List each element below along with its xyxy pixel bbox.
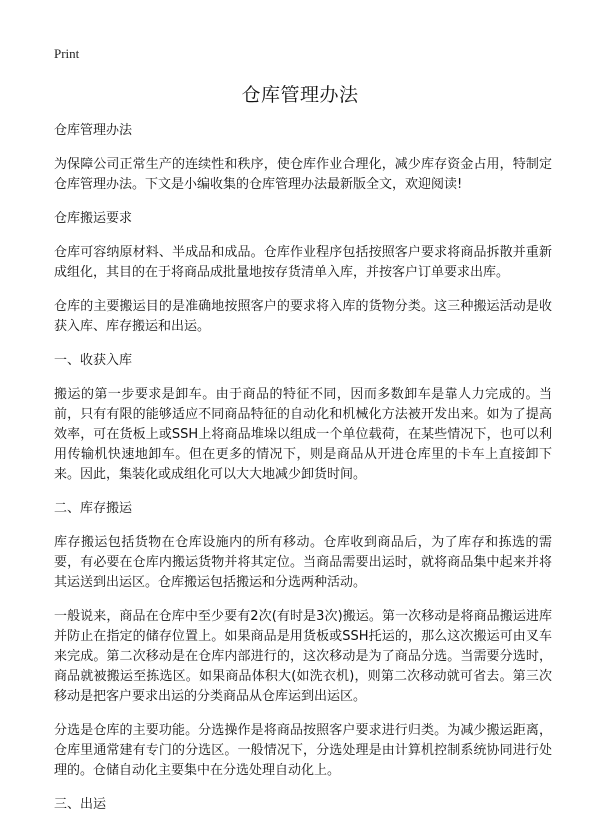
section-heading-1: 一、收获入库	[54, 353, 133, 368]
section-2-paragraph-3: 分选是仓库的主要功能。分选操作是将商品按照客户要求进行归类。为减少搬运距离，仓库里通常建有专门的分选区。一般情况下，分选处理是由计算机控制系统协同进行处理的。仓储自动化主要集中在分选处理自动化上。	[54, 723, 552, 778]
requirements-paragraph-2: 仓库的主要搬运目的是准确地按照客户的要求将入库的货物分类。这三种搬运活动是收获入库、库存搬运和出运。	[54, 299, 552, 334]
document-subtitle: 仓库管理办法	[54, 123, 133, 138]
intro-paragraph: 为保障公司正常生产的连续性和秩序，使仓库作业合理化，减少库存资金占用，特制定仓库管理办法。下文是小编收集的仓库管理办法最新版全文，欢迎阅读!	[54, 157, 552, 192]
section-2-paragraph-2: 一般说来，商品在仓库中至少要有2次(有时是3次)搬运。第一次移动是将商品搬运进库并防止在指定的储存位置上。如果商品是用货板或SSH托运的，那么这次搬运可由叉车来完成。第二次移动是在仓库内部进行的，这次移动是为了商品分选。当需要分选时，商品就被搬运至拣选区。如果商品体积大(如洗衣机)，则第二次移动就可省去。第三次移动是把客户要求出运的分类商品从仓库运到出运区。	[54, 609, 552, 704]
section-heading-3: 三、出运	[54, 797, 107, 812]
requirements-paragraph-1: 仓库可容纳原材料、半成品和成品。仓库作业程序包括按照客户要求将商品拆散并重新成组化，其目的在于将商品成批量地按存货清单入库，并按客户订单要求出库。	[54, 245, 552, 280]
print-link[interactable]: Print	[54, 46, 80, 61]
section-heading-requirements: 仓库搬运要求	[54, 211, 133, 226]
section-2-paragraph-1: 库存搬运包括货物在仓库设施内的所有移动。仓库收到商品后，为了库存和拣选的需要，有必要在仓库内搬运货物并将其定位。当商品需要出运时，就将商品集中起来并将其运送到出运区。仓库搬运包括搬运和分选两种活动。	[54, 535, 552, 590]
document-body	[54, 121, 552, 815]
document-title: 仓库管理办法	[241, 84, 359, 106]
section-1-paragraph: 搬运的第一步要求是卸车。由于商品的特征不同，因而多数卸车是靠人力完成的。当前，只有有限的能够适应不同商品特征的自动化和机械化方法被开发出来。如为了提高效率，可在货板上或SSH上将商品堆垛以组成一个单位载荷，在某些情况下，也可以利用传输机快速地卸车。但在更多的情况下，则是商品从开进仓库里的卡车上直接卸下来。因此，集装化或成组化可以大大地减少卸货时间。	[54, 387, 552, 482]
section-heading-2: 二、库存搬运	[54, 501, 133, 516]
